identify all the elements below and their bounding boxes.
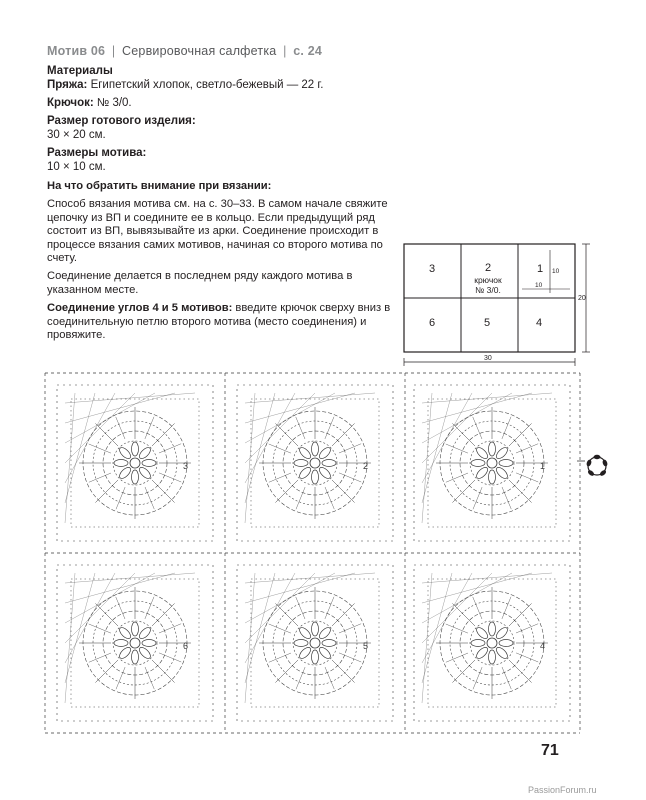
scheme-dim-height: 20 — [578, 295, 586, 302]
yarn-line — [47, 78, 377, 92]
motif-size-value: 10 × 10 см. — [47, 161, 106, 173]
notes-paragraph-1: Способ вязания мотива см. на с. 30–33. В самом начале свяжите цепочку из ВП и соедините ее в кольцо. Если предыдущий ряд состоит из ВП, вывязывайте из арки. Соединение происходит в процессе вязания самих мотивов, начиная со второго мотива по счету. — [47, 198, 388, 265]
scheme-hook-line-1: крючок — [474, 275, 502, 285]
materials-block — [47, 64, 377, 174]
hook-value: № 3/0. — [93, 97, 132, 109]
scheme-cell-2: 2 — [484, 262, 492, 274]
scheme-dim-inner-v: 10 — [552, 268, 560, 275]
corner-join-label: Соединение углов 4 и 5 мотивов: — [47, 302, 233, 315]
page-number: 71 — [541, 742, 559, 759]
motif-label: 5 — [363, 641, 369, 651]
header-separator: | — [111, 44, 116, 58]
chain-ring-icon — [583, 452, 611, 480]
motif-title: Сервировочная салфетка — [122, 44, 277, 58]
motif-label: 2 — [363, 461, 369, 471]
yarn-label: Пряжа: — [47, 79, 88, 91]
motif-number: Мотив 06 — [47, 44, 106, 58]
page-reference: с. 24 — [293, 44, 323, 58]
size-label: Размер готового изделия: — [47, 115, 196, 127]
scheme-cell-1: 1 — [536, 263, 544, 275]
yarn-value: Египетский хлопок, светло-бежевый — 22 г. — [87, 79, 324, 91]
motif-header — [47, 44, 322, 58]
motif-label: 3 — [183, 461, 189, 471]
crochet-motif-diagram — [40, 368, 585, 738]
assembly-scheme — [398, 238, 598, 368]
scheme-cell-3: 3 — [428, 263, 436, 275]
size-value: 30 × 20 см. — [47, 129, 106, 141]
notes-paragraph-3 — [47, 302, 392, 342]
scheme-dim-width: 30 — [484, 355, 492, 362]
notes-paragraph-2: Соединение делается в последнем ряду каждого мотива в указанном месте. — [47, 270, 353, 296]
hook-label: Крючок: — [47, 97, 94, 109]
motif-label: 4 — [540, 641, 546, 651]
notes-heading: На что обратить внимание при вязании: — [47, 180, 272, 192]
scheme-cell-4: 4 — [535, 317, 543, 329]
notes-block — [47, 180, 392, 347]
hook-line — [47, 96, 377, 110]
scheme-dim-inner-h: 10 — [535, 282, 543, 289]
scheme-cell-5: 5 — [483, 317, 491, 329]
materials-heading: Материалы — [47, 65, 113, 77]
motif-label: 1 — [540, 461, 546, 471]
motif-label: 6 — [183, 641, 189, 651]
scheme-hook-line-2: № 3/0. — [475, 285, 501, 295]
watermark: PassionForum.ru — [528, 785, 597, 795]
corner-join-text: введите крючок сверху вниз в соединительную петлю второго мотива (место соединения) и провяжите. — [47, 302, 391, 342]
scheme-cell-6: 6 — [428, 317, 436, 329]
motif-size-label: Размеры мотива: — [47, 147, 147, 159]
header-separator-2: | — [283, 44, 287, 58]
